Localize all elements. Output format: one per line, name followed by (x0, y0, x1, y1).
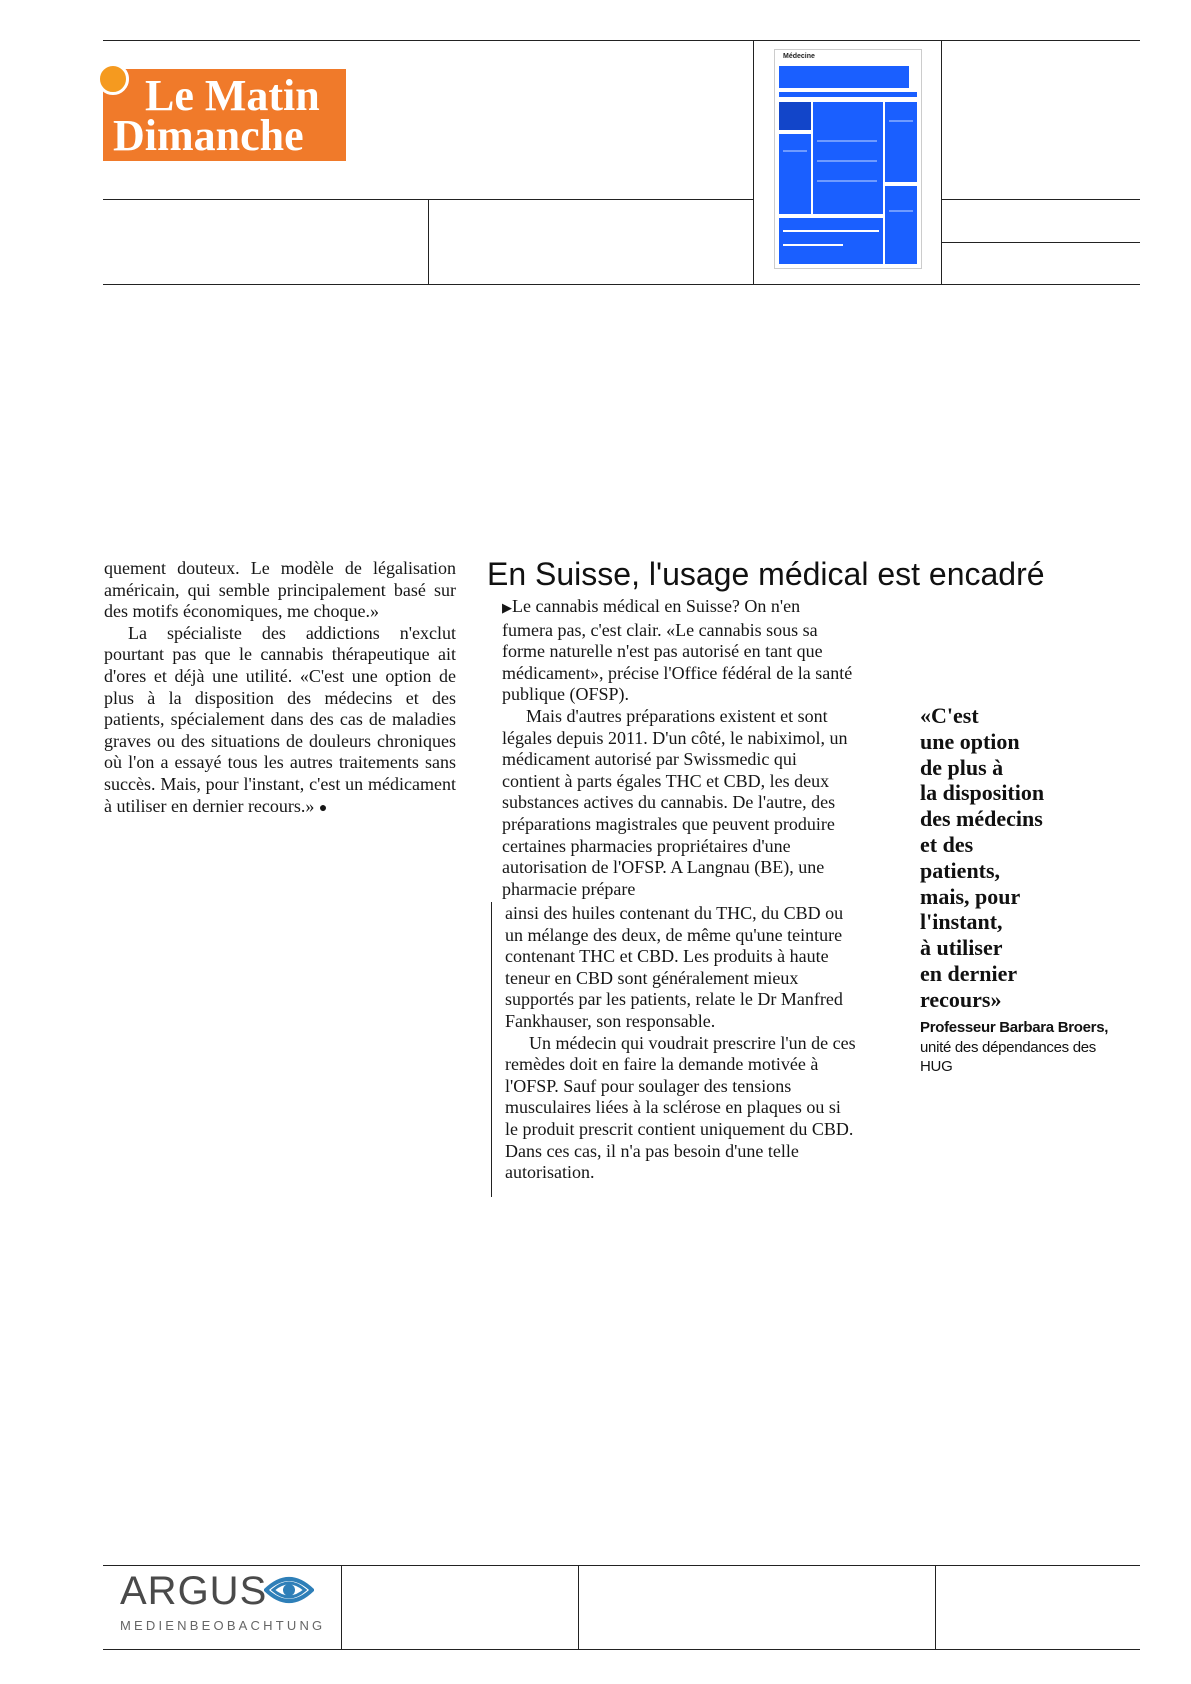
header-bottom-rule (103, 284, 1140, 285)
thumbnail-textline (817, 160, 877, 162)
thumbnail-image-block (779, 102, 811, 130)
footer-divider-3 (935, 1565, 936, 1649)
argus-logo-word: ARGUS (120, 1569, 268, 1613)
quote-attribution (920, 1018, 1120, 1077)
thumbnail-textline (889, 210, 913, 212)
thumbnail-headline-block (779, 66, 909, 88)
sidebar-margin-rule (491, 902, 492, 1197)
thumbnail-bottom-block (779, 218, 883, 264)
footer-bottom-rule (103, 1649, 1140, 1650)
quote-line: de plus à (920, 754, 1004, 780)
header-divider-3 (941, 40, 942, 284)
header-mid-rule-right (941, 199, 1140, 200)
lead-arrow-icon: ▶ (502, 601, 512, 616)
left-paragraph-2 (104, 623, 456, 819)
thumbnail-band (779, 92, 917, 97)
thumbnail-body-block (779, 134, 811, 214)
left-paragraph-1: quement douteux. Le modèle de légalisation américain, qui semble principalement basé sur des motifs économiques, me choque.» (104, 558, 456, 622)
sidebar-paragraph-2: Mais d'autres préparations existent et sont légales depuis 2011. D'un côté, le nabiximol, un médicament autorisé par Swissmedic qui contient à parts égales THC et CBD, les deux substances actives du cannabis. De l'autre, des préparations magistrales que peuvent produire certaines pharmacies propriétaires d'une autorisation de l'OFSP. A Langnau (BE), une pharmacie prépare (502, 705, 848, 899)
header-top-rule (103, 40, 1140, 41)
left-column-text (104, 558, 456, 819)
logo-line-2: Dimanche (113, 111, 304, 160)
sidebar-body-part-1 (502, 596, 854, 900)
end-of-article-mark: ● (318, 800, 328, 816)
argus-eye-icon (264, 1570, 314, 1610)
quote-line: «C'est (920, 703, 979, 728)
thumbnail-textline (817, 180, 877, 182)
quote-line: et des (920, 831, 974, 857)
quote-line: mais, pour (920, 883, 1021, 909)
header-divider-2 (753, 40, 754, 284)
sidebar-headline: En Suisse, l'usage médical est encadré (487, 556, 1045, 592)
thumbnail-side-block (885, 102, 917, 182)
pull-quote (920, 703, 1120, 1013)
sidebar-paragraph-1 (502, 596, 854, 706)
thumbnail-side-block-2 (885, 186, 917, 264)
quote-line: patients, (920, 857, 1001, 883)
quote-line: recours» (920, 986, 1002, 1012)
header-divider-1 (428, 199, 429, 284)
header-right-subrule (941, 242, 1140, 243)
thumbnail-textline (817, 140, 877, 142)
sidebar-paragraph-1-text: Le cannabis médical en Suisse? On n'en fumera pas, c'est clair. «Le cannabis sous sa forme naturelle n'est pas autorisé en tant que médicament», précise l'Office fédéral de la santé publique (OFSP). (502, 596, 853, 705)
logo-line-1: Le Matin (145, 71, 320, 120)
footer-divider-2 (578, 1565, 579, 1649)
thumbnail-textline (783, 230, 879, 232)
quote-line: l'instant, (920, 909, 1003, 935)
footer-divider-1 (341, 1565, 342, 1649)
le-matin-dimanche-logo (103, 69, 346, 161)
argus-logo-subtitle: MEDIENBEOBACHTUNG (120, 1618, 326, 1633)
quote-line: une option (920, 728, 1020, 754)
page-thumbnail (774, 49, 922, 269)
sidebar-body-part-2 (505, 903, 857, 1184)
attribution-role: unité des dépendances des HUG (920, 1038, 1096, 1075)
quote-line: à utiliser (920, 935, 1003, 961)
quote-line: la disposition (920, 780, 1045, 806)
sidebar-paragraph-4: Un médecin qui voudrait prescrire l'un de ces remèdes doit en faire la demande motivée à l'OFSP. Sauf pour soulager des tensions musculaires liées à la sclérose en plaques ou si le produit prescrit contient uniquement du CBD. Dans ces cas, il n'a pas besoin d'une telle autorisation. (505, 1032, 856, 1183)
quote-line: en dernier (920, 960, 1018, 986)
thumbnail-section-label: Médecine (783, 53, 815, 60)
left-paragraph-2-text: La spécialiste des addictions n'exclut pourtant pas que le cannabis thérapeutique ait d'ores et déjà une utilité. «C'est une option de plus à la disposition des médecins et des patients, spécialement dans des cas de maladies graves ou des situations de douleurs chroniques où l'on a essayé tous les autres traitements sans succès. Mais, pour l'instant, c'est un médicament à utiliser en dernier recours.» (104, 622, 456, 816)
thumbnail-body-block-2 (813, 102, 883, 214)
thumbnail-textline (783, 150, 807, 152)
logo-sun-dot (97, 63, 129, 95)
thumbnail-textline (783, 244, 843, 246)
footer-top-rule (103, 1565, 1140, 1566)
thumbnail-textline (889, 120, 913, 122)
sidebar-paragraph-3: ainsi des huiles contenant du THC, du CBD ou un mélange des deux, de même qu'une teinture contenant THC et CBD. Les produits à haute teneur en CBD sont généralement mieux supportés par les patients, relate le Dr Manfred Fankhauser, son responsable. (505, 903, 844, 1031)
quote-line: des médecins (920, 806, 1043, 832)
attribution-name: Professeur Barbara Broers, (920, 1019, 1109, 1036)
